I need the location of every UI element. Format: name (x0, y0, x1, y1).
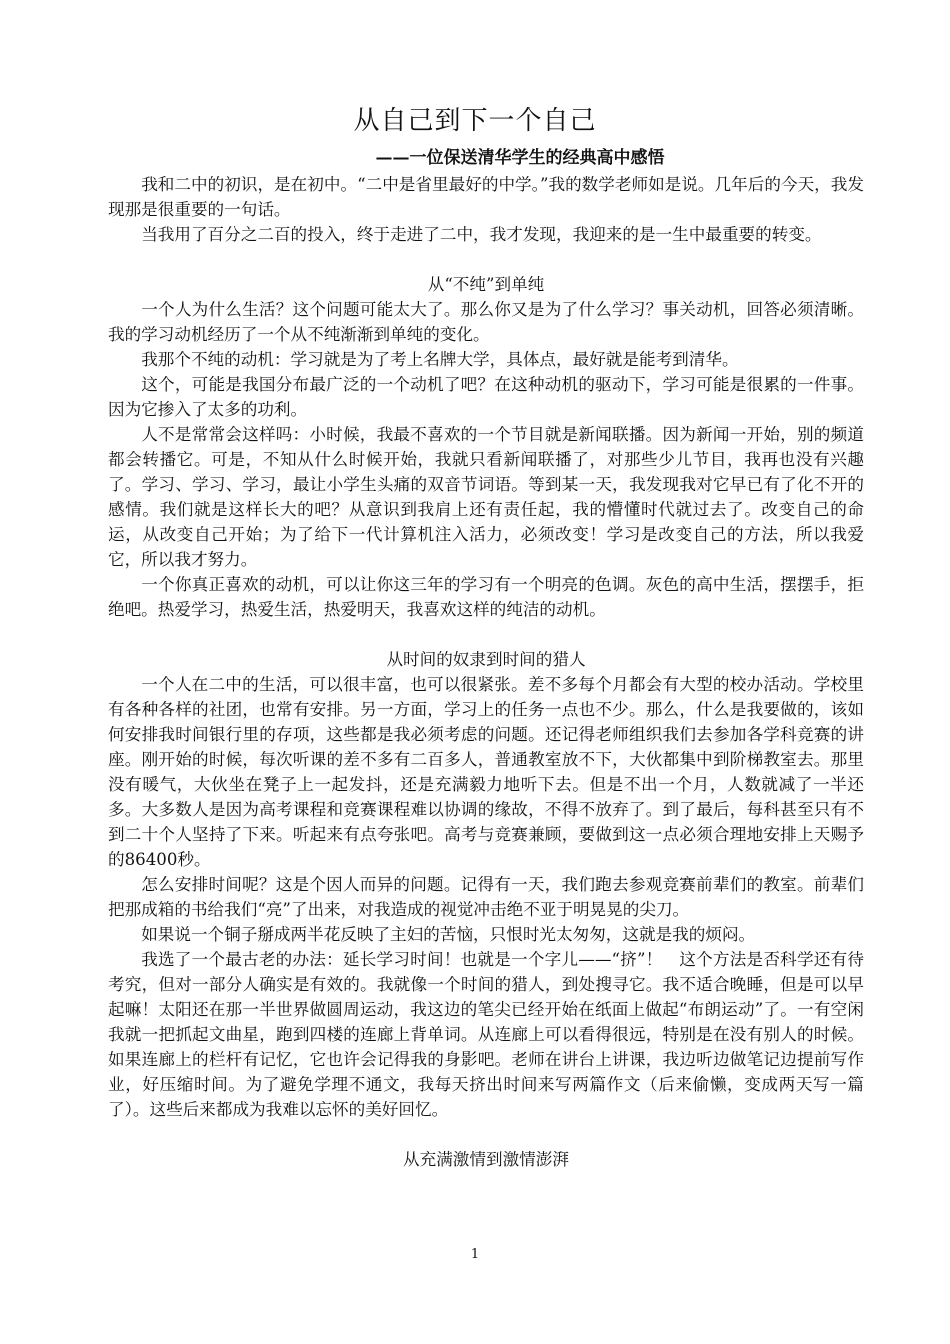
body-paragraph: 我那个不纯的动机：学习就是为了考上名牌大学，具体点，最好就是能考到清华。 (141, 350, 739, 369)
body-paragraph: 一个人在二中的生活，可以很丰富，也可以很紧张。差不多每个月都会有大型的校办活动。学校里有各种各样的社团，也常有安排。另一方面，学习上的任务一点也不少。那么，什么是我要做的，该如何安排我时间银行里的存项，这些都是我必须考虑的问题。还记得老师组织我们去参加各学科竞赛的讲座。刚开始的时候，每次听课的差不多有二百多人，普通教室放不下，大伙都集中到阶梯教室去。那里没有暖气，大伙坐在凳子上一起发抖，还是充满毅力地听下去。但是不出一个月，人数就减了一半还多。大多数人是因为高考课程和竞赛课程难以协调的缘故，不得不放弃了。到了最后，每科甚至只有不到二十个人坚持了下来。听起来有点夸张吧。高考与竞赛兼顾，要做到这一点必须合理地安排上天赐予的86400秒。 (108, 675, 864, 869)
body-paragraph: 一个你真正喜欢的动机，可以让你这三年的学习有一个明亮的色调。灰色的高中生活，摆摆手，拒绝吧。热爱学习，热爱生活，热爱明天，我喜欢这样的纯洁的动机。 (108, 575, 864, 619)
section-heading: 从“不纯”到单纯 (427, 275, 545, 294)
page-number: 1 (470, 1247, 480, 1262)
section-heading: 从时间的奴隶到时间的猎人 (386, 650, 586, 669)
intro-paragraph: 当我用了百分之二百的投入，终于走进了二中，我才发现，我迎来的是一生中最重要的转变。 (141, 225, 822, 244)
intro-paragraph: 我和二中的初识，是在初中。“二中是省里最好的中学。”我的数学老师如是说。几年后的今天，我发现那是很重要的一句话。 (108, 175, 864, 219)
body-paragraph: 怎么安排时间呢？这是个因人而异的问题。记得有一天，我们跑去参观竞赛前辈们的教室。前辈们把那成箱的书给我们“亮”了出来，对我造成的视觉冲击绝不亚于明晃晃的尖刀。 (108, 875, 864, 919)
body-paragraph: 如果说一个铜子掰成两半花反映了主妇的苦恼，只恨时光太匆匆，这就是我的烦闷。 (141, 925, 756, 944)
body-paragraph: 一个人为什么生活？这个问题可能太大了。那么你又是为了什么学习？事关动机，回答必须清晰。我的学习动机经历了一个从不纯渐渐到单纯的变化。 (108, 300, 864, 344)
page-title: 从自己到下一个自己 (353, 106, 597, 136)
page-subtitle: ——一位保送清华学生的经典高中感悟 (375, 148, 665, 168)
body-paragraph: 我选了一个最古老的办法：延长学习时间！也就是一个字儿——“挤”！ 这个方法是否科学还有待考究，但对一部分人确实是有效的。我就像一个时间的猎人，到处搜寻它。我不适合晚睡，但是可以早起嘛！太阳还在那一半世界做圆周运动，我这边的笔尖已经开始在纸面上做起“布朗运动”了。一有空闲我就一把抓起文曲星，跑到四楼的连廊上背单词。从连廊上可以看得很远，特别是在没有别人的时候。如果连廊上的栏杆有记忆，它也许会记得我的身影吧。老师在讲台上讲课，我边听边做笔记边提前写作业，好压缩时间。为了避免学理不通文，我每天挤出时间来写两篇作文（后来偷懒，变成两天写一篇了）。这些后来都成为我难以忘怀的美好回忆。 (108, 950, 864, 1119)
body-paragraph: 人不是常常会这样吗：小时候，我最不喜欢的一个节目就是新闻联播。因为新闻一开始，别的频道都会转播它。可是，不知从什么时候开始，我就只看新闻联播了，对那些少儿节目，我再也没有兴趣了。学习、学习、学习，最让小学生头痛的双音节词语。等到某一天，我发现我对它早已有了化不开的感情。我们就是这样长大的吧？从意识到我肩上还有责任起，我的懵懂时代就过去了。改变自己的命运，从改变自己开始；为了给下一代计算机注入活力，必须改变！学习是改变自己的方法，所以我爱它，所以我才努力。 (108, 425, 864, 569)
section-heading: 从充满激情到激情澎湃 (403, 1150, 569, 1169)
body-paragraph: 这个，可能是我国分布最广泛的一个动机了吧？在这种动机的驱动下，学习可能是很累的一件事。因为它掺入了太多的功利。 (108, 375, 864, 419)
document-body (108, 172, 864, 1172)
